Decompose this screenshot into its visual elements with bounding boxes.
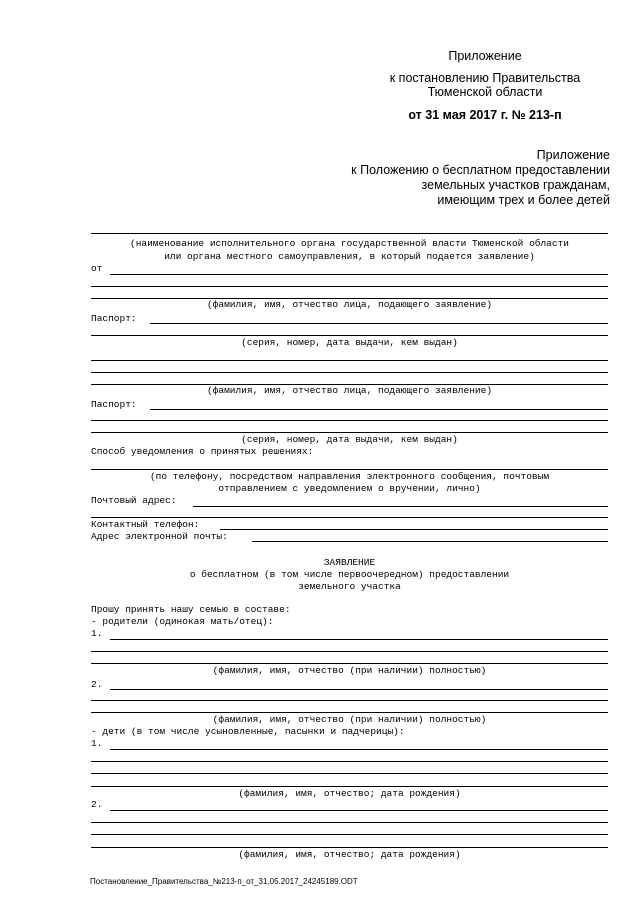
blank-line[interactable] xyxy=(91,432,608,433)
email-label: Адрес электронной почты: xyxy=(91,531,228,542)
passport-label: Паспорт: xyxy=(91,313,137,324)
email-line[interactable] xyxy=(252,541,608,542)
blank-line[interactable] xyxy=(91,786,608,787)
blank-line[interactable] xyxy=(91,663,608,664)
child-2-line[interactable] xyxy=(110,810,608,811)
parent-1-line[interactable] xyxy=(110,639,608,640)
blank-line[interactable] xyxy=(91,847,608,848)
header-resolution-line: к постановлению Правительства xyxy=(389,71,581,85)
header-region-line: Тюменской области xyxy=(427,85,543,99)
blank-line[interactable] xyxy=(91,360,608,361)
request-text: Прошу принять нашу семью в составе: xyxy=(91,604,291,615)
statement-subtitle-2: земельного участка xyxy=(298,581,401,592)
header-date-number: от 31 мая 2017 г. № 213-п xyxy=(408,108,562,122)
child-hint: (фамилия, имя, отчество; дата рождения) xyxy=(238,788,461,799)
passport-line[interactable] xyxy=(150,409,608,410)
child-hint: (фамилия, имя, отчество; дата рождения) xyxy=(238,849,461,860)
parent-2-number: 2. xyxy=(91,679,103,690)
statement-subtitle-1: о бесплатном (в том числе первоочередном) предоставлении xyxy=(189,569,510,580)
passport-label: Паспорт: xyxy=(91,399,137,410)
blank-line[interactable] xyxy=(91,286,608,287)
parent-1-number: 1. xyxy=(91,628,103,639)
notify-hint-1: (по телефону, посредством направления электронного сообщения, почтовым xyxy=(149,471,550,482)
authority-hint-2: или органа местного самоуправления, в который подается заявление) xyxy=(164,251,535,262)
header2-citizens-line: земельных участков гражданам, xyxy=(421,178,610,192)
parent-hint: (фамилия, имя, отчество (при наличии) полностью) xyxy=(212,665,487,676)
parent-2-line[interactable] xyxy=(110,689,608,690)
children-label: - дети (в том числе усыновленные, пасынки и падчерицы): xyxy=(91,726,405,737)
notify-line[interactable] xyxy=(91,469,608,470)
statement-title: ЗАЯВЛЕНИЕ xyxy=(323,557,376,568)
phone-label: Контактный телефон: xyxy=(91,519,200,530)
footer-filename: Постановление_Правительства_№213-п_от_31.05.2017_24245189.ODT xyxy=(90,877,358,886)
parent-hint: (фамилия, имя, отчество (при наличии) полностью) xyxy=(212,714,487,725)
blank-line[interactable] xyxy=(91,773,608,774)
from-label: от xyxy=(91,263,103,274)
passport-hint: (серия, номер, дата выдачи, кем выдан) xyxy=(241,434,458,445)
authority-hint-1: (наименование исполнительного органа государственной власти Тюменской области xyxy=(130,238,569,249)
blank-line[interactable] xyxy=(91,372,608,373)
passport-hint: (серия, номер, дата выдачи, кем выдан) xyxy=(241,337,458,348)
blank-line[interactable] xyxy=(91,700,608,701)
authority-line xyxy=(91,233,608,234)
parents-label: - родители (одинокая мать/отец): xyxy=(91,616,274,627)
header2-appendix-label: Приложение xyxy=(536,148,610,162)
header-appendix-label: Приложение xyxy=(448,49,522,63)
fio-hint: (фамилия, имя, отчество лица, подающего заявление) xyxy=(206,299,493,310)
child-1-line[interactable] xyxy=(110,749,608,750)
header2-regulation-line: к Положению о бесплатном предоставлении xyxy=(351,163,610,177)
blank-line[interactable] xyxy=(91,517,608,518)
notify-label: Способ уведомления о принятых решениях: xyxy=(91,446,314,457)
passport-line[interactable] xyxy=(150,323,608,324)
phone-line[interactable] xyxy=(220,529,608,530)
from-line[interactable] xyxy=(110,274,608,275)
notify-hint-2: отправлением с уведомлением о вручении, лично) xyxy=(218,483,481,494)
child-1-number: 1. xyxy=(91,738,103,749)
blank-line[interactable] xyxy=(91,834,608,835)
blank-line[interactable] xyxy=(91,822,608,823)
blank-line[interactable] xyxy=(91,712,608,713)
header2-children-line: имеющим трех и более детей xyxy=(437,193,610,207)
child-2-number: 2. xyxy=(91,799,103,810)
blank-line[interactable] xyxy=(91,651,608,652)
postal-label: Почтовый адрес: xyxy=(91,495,177,506)
postal-line[interactable] xyxy=(193,506,608,507)
blank-line[interactable] xyxy=(91,420,608,421)
blank-line[interactable] xyxy=(91,335,608,336)
blank-line[interactable] xyxy=(91,761,608,762)
fio-hint: (фамилия, имя, отчество лица, подающего заявление) xyxy=(206,385,493,396)
